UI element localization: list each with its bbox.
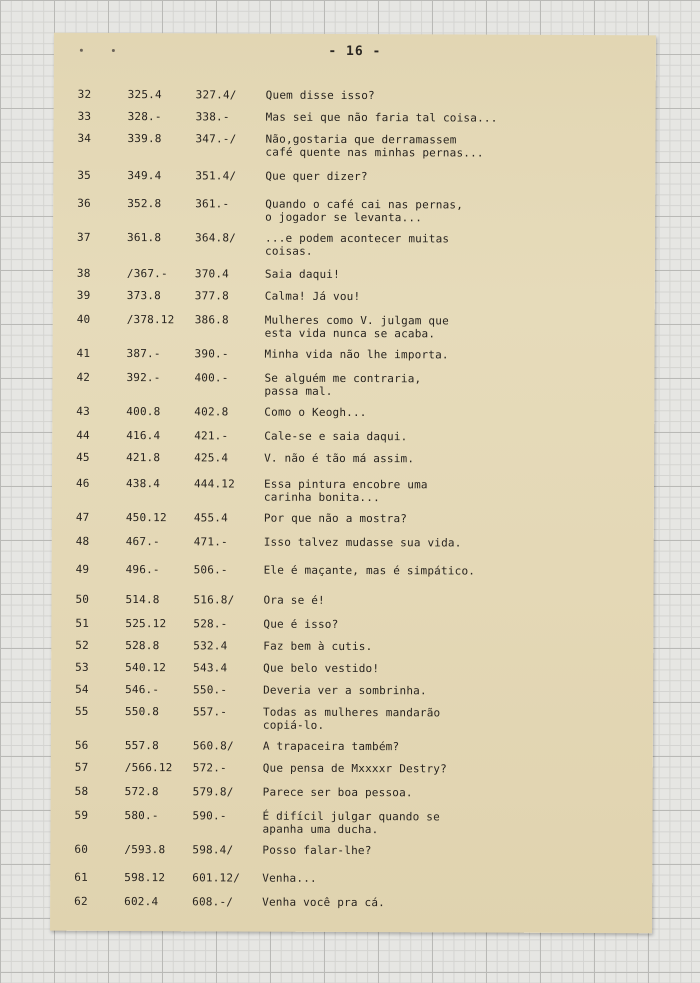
time-out: 560.8/: [192, 739, 234, 753]
time-out: 347.-/: [195, 132, 237, 146]
subtitle-row: [50, 842, 652, 858]
time-in: /378.12: [126, 313, 175, 327]
time-out: 471.-: [193, 535, 228, 549]
subtitle-text: Mulheres como V. julgam que esta vida nunca se acaba.: [264, 313, 449, 341]
subtitle-row: [53, 168, 655, 184]
subtitle-row: [54, 131, 656, 160]
subtitle-text: Deveria ver a sombrinha.: [263, 683, 427, 698]
subtitle-text: V. não é tão má assim.: [264, 451, 415, 466]
subtitle-row: [52, 562, 654, 578]
subtitle-text: Venha...: [262, 871, 317, 885]
subtitle-row: [51, 704, 653, 732]
time-in: 339.8: [127, 132, 162, 146]
page-number: - 16 -: [328, 43, 382, 60]
cue-number: 40: [76, 312, 91, 326]
subtitle-text: Se alguém me contraria, passa mal.: [264, 371, 422, 398]
subtitle-text: ...e podem acontecer muitas coisas.: [264, 231, 450, 258]
subtitle-row: [51, 784, 653, 800]
subtitle-text: Não,gostaria que derramassem café quente nas minhas pernas...: [265, 132, 484, 160]
time-in: 514.8: [125, 593, 160, 607]
subtitle-row: [53, 288, 655, 304]
subtitle-text: Saia daqui!: [264, 267, 341, 281]
cue-number: 45: [76, 450, 90, 464]
cue-number: 61: [74, 870, 88, 884]
subtitle-text: Calma! Já vou!: [264, 289, 361, 304]
cue-number: 56: [74, 738, 89, 752]
time-out: 386.8: [194, 313, 229, 327]
subtitle-text: Por que não a mostra?: [263, 511, 408, 526]
time-in: 392.-: [126, 371, 161, 385]
time-out: 425.4: [194, 451, 229, 465]
subtitle-text: Posso falar-lhe?: [262, 843, 372, 858]
subtitle-row: [52, 534, 654, 550]
subtitle-row: [51, 738, 653, 754]
time-out: 516.8/: [193, 593, 235, 607]
cue-number: 57: [74, 760, 89, 774]
time-in: 557.8: [124, 739, 160, 753]
time-in: 387.-: [126, 347, 161, 361]
time-out: 455.4: [193, 511, 228, 525]
time-in: 540.12: [125, 661, 167, 675]
time-in: 598.12: [124, 871, 166, 885]
time-out: 557.-: [192, 705, 228, 719]
time-out: 338.-: [195, 110, 230, 124]
subtitle-text: É difícil julgar quando se apanha uma ducha.: [262, 809, 440, 837]
time-in: /566.12: [124, 761, 173, 775]
time-out: 572.-: [192, 761, 227, 775]
subtitle-text: Quem disse isso?: [265, 88, 375, 103]
time-out: 370.4: [194, 267, 230, 281]
time-out: 444.12: [193, 477, 235, 491]
cue-number: 43: [76, 404, 90, 418]
subtitle-text: Cale-se e saia daqui.: [264, 429, 408, 444]
subtitle-text: Ele é maçante, mas é simpático.: [263, 563, 476, 578]
subtitle-row: [52, 592, 654, 607]
subtitle-row: [51, 682, 653, 698]
time-out: 532.4: [193, 639, 228, 653]
cue-number: 49: [75, 562, 90, 576]
time-out: 364.8/: [195, 231, 237, 245]
time-in: 328.-: [127, 110, 162, 124]
subtitle-row: [53, 346, 655, 362]
subtitle-row: [50, 894, 652, 910]
subtitle-row: [53, 196, 655, 225]
time-in: 416.4: [126, 429, 161, 443]
cue-number: 59: [74, 808, 89, 822]
subtitle-row: [52, 476, 654, 505]
subtitle-text: Venha você pra cá.: [262, 895, 386, 910]
cue-number: 48: [75, 534, 90, 548]
cue-number: 54: [75, 682, 89, 696]
cue-number: 52: [75, 638, 89, 652]
cue-number: 36: [77, 196, 91, 210]
typewritten-page: [50, 33, 656, 934]
subtitle-text: Quando o café cai nas pernas, o jogador se levanta...: [265, 197, 464, 225]
subtitle-row: [53, 266, 655, 281]
cue-number: 32: [77, 87, 92, 101]
subtitle-text: Minha vida não lhe importa.: [264, 347, 449, 362]
subtitle-text: Parece ser boa pessoa.: [262, 785, 413, 800]
cue-number: 37: [77, 230, 91, 244]
time-out: 327.4/: [195, 88, 237, 102]
time-out: 400.-: [194, 371, 229, 385]
time-in: 546.-: [125, 683, 160, 697]
time-out: 608.-/: [192, 895, 234, 909]
cue-number: 53: [75, 660, 89, 674]
time-in: 572.8: [124, 785, 159, 799]
time-out: 361.-: [195, 197, 230, 211]
time-in: 528.8: [125, 639, 160, 653]
subtitle-row: [51, 638, 653, 654]
time-in: 525.12: [125, 617, 167, 631]
time-in: 467.-: [125, 535, 160, 549]
time-out: 390.-: [194, 347, 229, 361]
subtitle-text: A trapaceira também?: [262, 739, 400, 754]
subtitle-list: [54, 33, 656, 910]
subtitle-text: Isso talvez mudasse sua vida.: [263, 535, 462, 550]
subtitle-row: [53, 230, 655, 258]
time-in: /593.8: [124, 843, 166, 857]
cue-number: 34: [77, 131, 92, 145]
time-in: 373.8: [126, 289, 161, 303]
time-in: 550.8: [124, 705, 160, 719]
subtitle-text: Que quer dizer?: [265, 169, 368, 184]
time-out: 598.4/: [192, 843, 234, 857]
time-out: 528.-: [193, 617, 228, 631]
time-in: 496.-: [125, 563, 160, 577]
cue-number: 46: [75, 476, 90, 490]
subtitle-row: [52, 370, 654, 398]
cue-number: 42: [76, 370, 91, 384]
cue-number: 51: [75, 616, 90, 630]
time-in: 602.4: [124, 895, 159, 909]
subtitle-text: Faz bem à cutis.: [263, 639, 373, 654]
cue-number: 58: [74, 784, 89, 798]
subtitle-row: [52, 510, 654, 526]
subtitle-row: [53, 312, 655, 341]
time-out: 590.-: [192, 809, 227, 823]
cue-number: 38: [76, 266, 91, 280]
cue-number: 44: [76, 428, 90, 442]
subtitle-text: Que é isso?: [263, 617, 339, 631]
time-in: 325.4: [127, 88, 162, 102]
cue-number: 35: [77, 168, 92, 182]
time-in: 361.8: [127, 231, 162, 245]
subtitle-row: [54, 87, 656, 103]
time-out: 579.8/: [192, 785, 234, 799]
subtitle-text: Como o Keogh...: [264, 405, 367, 420]
cue-number: 55: [74, 704, 89, 718]
subtitle-row: [51, 760, 653, 776]
subtitle-text: Que belo vestido!: [263, 661, 380, 676]
time-in: 352.8: [127, 197, 162, 211]
subtitle-row: [51, 616, 653, 631]
subtitle-text: Essa pintura encobre uma carinha bonita...: [263, 477, 428, 505]
time-out: 377.8: [194, 289, 229, 303]
time-out: 421.-: [194, 429, 229, 443]
subtitle-text: Todas as mulheres mandarão copiá-lo.: [262, 705, 441, 732]
cue-number: 41: [76, 346, 91, 360]
time-out: 351.4/: [195, 169, 237, 183]
time-out: 506.-: [193, 563, 228, 577]
subtitle-row: [50, 870, 652, 885]
time-in: /367.-: [126, 267, 168, 281]
subtitle-row: [52, 450, 654, 466]
subtitle-row: [52, 428, 654, 444]
time-out: 550.-: [193, 683, 228, 697]
cue-number: 33: [77, 109, 92, 123]
subtitle-text: Mas sei que não faria tal coisa...: [265, 110, 498, 125]
cue-number: 60: [74, 842, 89, 856]
cue-number: 50: [75, 592, 90, 606]
time-in: 580.-: [124, 809, 159, 823]
subtitle-text: Que pensa de Mxxxxr Destry?: [262, 761, 448, 776]
time-in: 349.4: [127, 169, 162, 183]
time-out: 402.8: [194, 405, 229, 419]
cue-number: 39: [76, 288, 91, 302]
subtitle-row: [51, 808, 653, 837]
subtitle-row: [54, 109, 656, 125]
time-out: 543.4: [193, 661, 228, 675]
time-in: 421.8: [126, 451, 161, 465]
cue-number: 47: [75, 510, 90, 524]
cue-number: 62: [74, 894, 88, 908]
time-in: 438.4: [125, 477, 161, 491]
subtitle-row: [51, 660, 653, 676]
subtitle-row: [52, 404, 654, 420]
subtitle-text: Ora se é!: [263, 593, 325, 607]
time-in: 400.8: [126, 405, 161, 419]
time-out: 601.12/: [192, 871, 241, 885]
time-in: 450.12: [125, 511, 167, 525]
